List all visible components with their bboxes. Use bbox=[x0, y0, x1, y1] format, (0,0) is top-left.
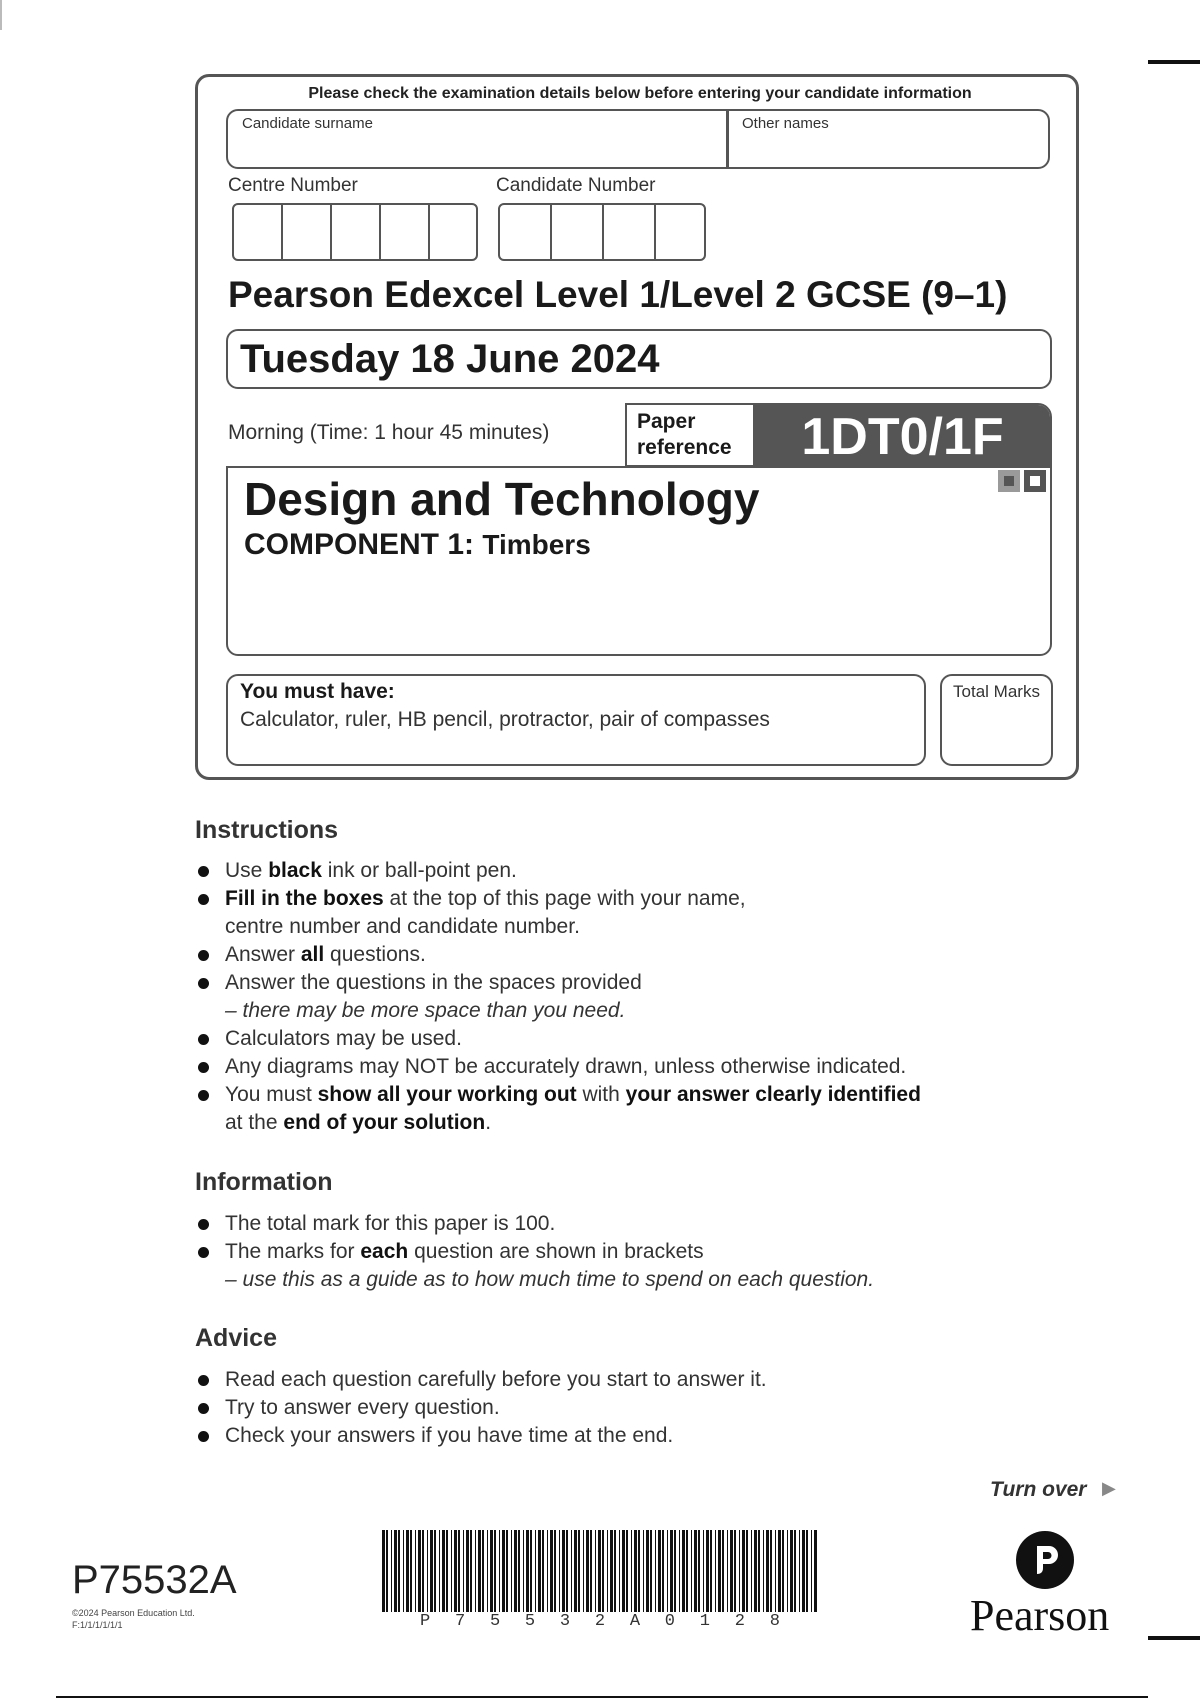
barcode-bar bbox=[394, 1530, 397, 1612]
barcode-bar bbox=[814, 1530, 817, 1612]
barcode-bar bbox=[790, 1530, 793, 1612]
candidate-digit-box[interactable] bbox=[656, 205, 704, 259]
barcode-bar bbox=[566, 1530, 568, 1612]
barcode-bar bbox=[514, 1530, 517, 1612]
barcode-bar bbox=[607, 1530, 608, 1612]
barcode-digit: 5 bbox=[489, 1612, 501, 1631]
barcode-bar bbox=[614, 1530, 616, 1612]
candidate-number-boxes[interactable] bbox=[498, 203, 706, 261]
barcode-bar bbox=[667, 1530, 668, 1612]
barcode-bar bbox=[595, 1530, 596, 1612]
barcode-bar bbox=[439, 1530, 440, 1612]
centre-digit-box[interactable] bbox=[430, 205, 476, 259]
barcode-bar bbox=[727, 1530, 728, 1612]
subject-box bbox=[226, 466, 1052, 656]
barcode-bar bbox=[538, 1530, 541, 1612]
candidate-number-label: Candidate Number bbox=[496, 175, 656, 196]
barcode-bar bbox=[739, 1530, 740, 1612]
advice-list bbox=[195, 1366, 995, 1450]
barcode-bar bbox=[487, 1530, 488, 1612]
barcode-bar bbox=[718, 1530, 721, 1612]
barcode-bar bbox=[526, 1530, 529, 1612]
dark-square-icon bbox=[1024, 470, 1046, 492]
exam-details-box bbox=[195, 74, 1079, 780]
crop-mark-top-left bbox=[0, 0, 2, 30]
check-details-notice: Please check the examination details below before entering your candidate information bbox=[308, 85, 972, 102]
barcode-bar bbox=[794, 1530, 796, 1612]
barcode-bar bbox=[619, 1530, 620, 1612]
barcode-bar bbox=[475, 1530, 476, 1612]
instructions-heading: Instructions bbox=[195, 816, 339, 844]
barcode-bar bbox=[466, 1530, 469, 1612]
barcode-digit: 1 bbox=[699, 1612, 710, 1631]
turn-over-arrow-icon: ▶ bbox=[1102, 1478, 1116, 1498]
barcode-bar bbox=[602, 1530, 604, 1612]
total-marks-label: Total Marks bbox=[953, 682, 1040, 701]
paper-reference-code: 1DT0/1F bbox=[755, 405, 1050, 465]
list-item: Check your answers if you have time at the end. bbox=[195, 1422, 995, 1450]
barcode-bar bbox=[403, 1530, 404, 1612]
barcode-bar bbox=[410, 1530, 412, 1612]
barcode-bar bbox=[778, 1530, 781, 1612]
must-have-list: Calculator, ruler, HB pencil, protractor, pair of compasses bbox=[240, 708, 770, 731]
barcode-bar bbox=[610, 1530, 613, 1612]
barcode-bar bbox=[470, 1530, 472, 1612]
barcode-bar bbox=[730, 1530, 733, 1612]
other-names-field[interactable] bbox=[729, 111, 1048, 167]
barcode-bar bbox=[698, 1530, 700, 1612]
barcode-bar bbox=[478, 1530, 481, 1612]
list-item: Try to answer every question. bbox=[195, 1394, 995, 1422]
surname-field[interactable] bbox=[228, 111, 725, 167]
barcode-bar bbox=[391, 1530, 392, 1612]
list-item: Fill in the boxes at the top of this page with your name, centre number and candidate number. bbox=[195, 885, 995, 941]
barcode-bar bbox=[482, 1530, 484, 1612]
barcode-bar bbox=[706, 1530, 709, 1612]
barcode-digits bbox=[420, 1612, 780, 1631]
barcode-bar bbox=[634, 1530, 637, 1612]
paper-reference-label: Paper reference bbox=[627, 405, 755, 465]
barcode-bar bbox=[758, 1530, 760, 1612]
barcode-bar bbox=[427, 1530, 428, 1612]
barcode-bar bbox=[787, 1530, 788, 1612]
barcode-bar bbox=[763, 1530, 764, 1612]
centre-number-boxes[interactable] bbox=[232, 203, 478, 261]
barcode-bar bbox=[506, 1530, 508, 1612]
barcode-bar bbox=[422, 1530, 424, 1612]
barcode-bar bbox=[670, 1530, 673, 1612]
barcode-digit: 2 bbox=[594, 1612, 606, 1631]
barcode-digit: 8 bbox=[769, 1612, 780, 1631]
barcode-bar bbox=[542, 1530, 544, 1612]
pearson-logo-icon bbox=[1015, 1530, 1075, 1590]
barcode-bar bbox=[646, 1530, 649, 1612]
barcode-bar bbox=[682, 1530, 685, 1612]
must-have-box bbox=[226, 674, 926, 766]
list-item: The marks for each question are shown in brackets – use this as a guide as to how much time to spend on each question. bbox=[195, 1238, 995, 1294]
barcode-bar bbox=[643, 1530, 644, 1612]
barcode-bar bbox=[751, 1530, 752, 1612]
barcode-bar bbox=[386, 1530, 388, 1612]
barcode-bar bbox=[679, 1530, 680, 1612]
information-heading: Information bbox=[195, 1168, 333, 1196]
list-item: Read each question carefully before you start to answer it. bbox=[195, 1366, 995, 1394]
exam-date-box bbox=[226, 329, 1052, 389]
barcode-bar bbox=[547, 1530, 548, 1612]
barcode-bar bbox=[782, 1530, 784, 1612]
pearson-wordmark: Pearson bbox=[970, 1591, 1110, 1640]
copyright-text: ©2024 Pearson Education Ltd. F:1/1/1/1/1/1 bbox=[72, 1608, 195, 1630]
barcode-bar bbox=[742, 1530, 745, 1612]
information-list bbox=[195, 1210, 995, 1294]
barcode-bar bbox=[802, 1530, 805, 1612]
barcode-bar bbox=[799, 1530, 800, 1612]
barcode-digit: 2 bbox=[734, 1612, 745, 1631]
component-title: COMPONENT 1: Timbers bbox=[244, 528, 591, 561]
barcode-bar bbox=[703, 1530, 704, 1612]
barcode-bar bbox=[415, 1530, 416, 1612]
advice-heading: Advice bbox=[195, 1324, 277, 1352]
barcode-bar bbox=[571, 1530, 572, 1612]
barcode bbox=[382, 1530, 818, 1612]
barcode-digit: 5 bbox=[524, 1612, 536, 1631]
barcode-bar bbox=[715, 1530, 716, 1612]
barcode-digit: 0 bbox=[664, 1612, 675, 1631]
qualification-title: Pearson Edexcel Level 1/Level 2 GCSE (9–1) bbox=[228, 274, 1008, 315]
barcode-bar bbox=[722, 1530, 724, 1612]
other-names-label: Other names bbox=[742, 115, 829, 132]
barcode-bar bbox=[523, 1530, 524, 1612]
barcode-bar bbox=[530, 1530, 532, 1612]
barcode-bar bbox=[694, 1530, 697, 1612]
barcode-bar bbox=[454, 1530, 457, 1612]
crop-mark-top-right bbox=[1148, 60, 1200, 64]
paper-reference-box bbox=[625, 403, 1052, 467]
barcode-bar bbox=[574, 1530, 577, 1612]
barcode-bar bbox=[590, 1530, 592, 1612]
list-item: Calculators may be used. bbox=[195, 1025, 995, 1053]
barcode-digit: P bbox=[420, 1612, 431, 1631]
barcode-bar bbox=[631, 1530, 632, 1612]
barcode-bar bbox=[658, 1530, 661, 1612]
barcode-digit: 7 bbox=[454, 1612, 466, 1631]
barcode-bar bbox=[578, 1530, 580, 1612]
barcode-bar bbox=[662, 1530, 664, 1612]
candidate-digit-box[interactable] bbox=[604, 205, 656, 259]
barcode-bar bbox=[770, 1530, 772, 1612]
barcode-bar bbox=[451, 1530, 452, 1612]
barcode-bar bbox=[398, 1530, 400, 1612]
surname-label: Candidate surname bbox=[242, 115, 373, 132]
centre-number-label: Centre Number bbox=[228, 175, 358, 196]
barcode-bar bbox=[518, 1530, 520, 1612]
barcode-bar bbox=[686, 1530, 688, 1612]
list-item: Answer the questions in the spaces provided – there may be more space than you need. bbox=[195, 969, 995, 1025]
barcode-bar bbox=[434, 1530, 436, 1612]
barcode-bar bbox=[446, 1530, 448, 1612]
barcode-bar bbox=[559, 1530, 560, 1612]
exam-time: Morning (Time: 1 hour 45 minutes) bbox=[228, 421, 550, 444]
barcode-bar bbox=[754, 1530, 757, 1612]
barcode-bar bbox=[511, 1530, 512, 1612]
barcode-bar bbox=[691, 1530, 692, 1612]
grey-square-icon bbox=[998, 470, 1020, 492]
crop-mark-bottom bbox=[56, 1696, 1148, 1698]
total-marks-box bbox=[940, 674, 1053, 766]
barcode-bar bbox=[458, 1530, 460, 1612]
list-item: You must show all your working out with your answer clearly identified at the end of your solution. bbox=[195, 1081, 995, 1137]
barcode-bar bbox=[418, 1530, 421, 1612]
instructions-list bbox=[195, 857, 995, 1137]
barcode-digit: A bbox=[629, 1612, 641, 1631]
barcode-bar bbox=[442, 1530, 445, 1612]
barcode-bar bbox=[806, 1530, 808, 1612]
turn-over-text: Turn over bbox=[990, 1478, 1087, 1501]
barcode-bar bbox=[586, 1530, 589, 1612]
barcode-bar bbox=[554, 1530, 556, 1612]
barcode-bar bbox=[775, 1530, 776, 1612]
crop-mark-bottom-right bbox=[1148, 1636, 1200, 1640]
barcode-bar bbox=[490, 1530, 493, 1612]
barcode-bar bbox=[734, 1530, 736, 1612]
list-item: The total mark for this paper is 100. bbox=[195, 1210, 995, 1238]
barcode-bar bbox=[535, 1530, 536, 1612]
barcode-bar bbox=[655, 1530, 656, 1612]
barcode-bar bbox=[562, 1530, 565, 1612]
barcode-bar bbox=[406, 1530, 409, 1612]
barcode-bar bbox=[550, 1530, 553, 1612]
barcode-bar bbox=[499, 1530, 500, 1612]
barcode-bar bbox=[811, 1530, 812, 1612]
barcode-digit: 3 bbox=[559, 1612, 571, 1631]
centre-digit-box[interactable] bbox=[234, 205, 283, 259]
barcode-bar bbox=[382, 1530, 385, 1612]
centre-digit-box[interactable] bbox=[332, 205, 381, 259]
subject-title: Design and Technology bbox=[244, 473, 760, 525]
list-item: Use black ink or ball-point pen. bbox=[195, 857, 995, 885]
barcode-bar bbox=[766, 1530, 769, 1612]
barcode-bar bbox=[430, 1530, 433, 1612]
barcode-bar bbox=[650, 1530, 652, 1612]
candidate-name-box bbox=[226, 109, 1050, 169]
centre-digit-box[interactable] bbox=[283, 205, 332, 259]
barcode-bar bbox=[622, 1530, 625, 1612]
barcode-bar bbox=[502, 1530, 505, 1612]
barcode-bar bbox=[746, 1530, 748, 1612]
exam-date: Tuesday 18 June 2024 bbox=[240, 337, 660, 381]
barcode-bar bbox=[638, 1530, 640, 1612]
barcode-bar bbox=[463, 1530, 464, 1612]
must-have-title: You must have: bbox=[240, 680, 395, 703]
list-item: Answer all questions. bbox=[195, 941, 995, 969]
barcode-bar bbox=[626, 1530, 628, 1612]
barcode-bar bbox=[583, 1530, 584, 1612]
barcode-bar bbox=[598, 1530, 601, 1612]
list-item: Any diagrams may NOT be accurately drawn, unless otherwise indicated. bbox=[195, 1053, 995, 1081]
barcode-bar bbox=[674, 1530, 676, 1612]
centre-digit-box[interactable] bbox=[381, 205, 430, 259]
barcode-bar bbox=[710, 1530, 712, 1612]
candidate-digit-box[interactable] bbox=[552, 205, 604, 259]
barcode-bar bbox=[494, 1530, 496, 1612]
candidate-digit-box[interactable] bbox=[500, 205, 552, 259]
paper-code: P75532A bbox=[72, 1558, 237, 1602]
